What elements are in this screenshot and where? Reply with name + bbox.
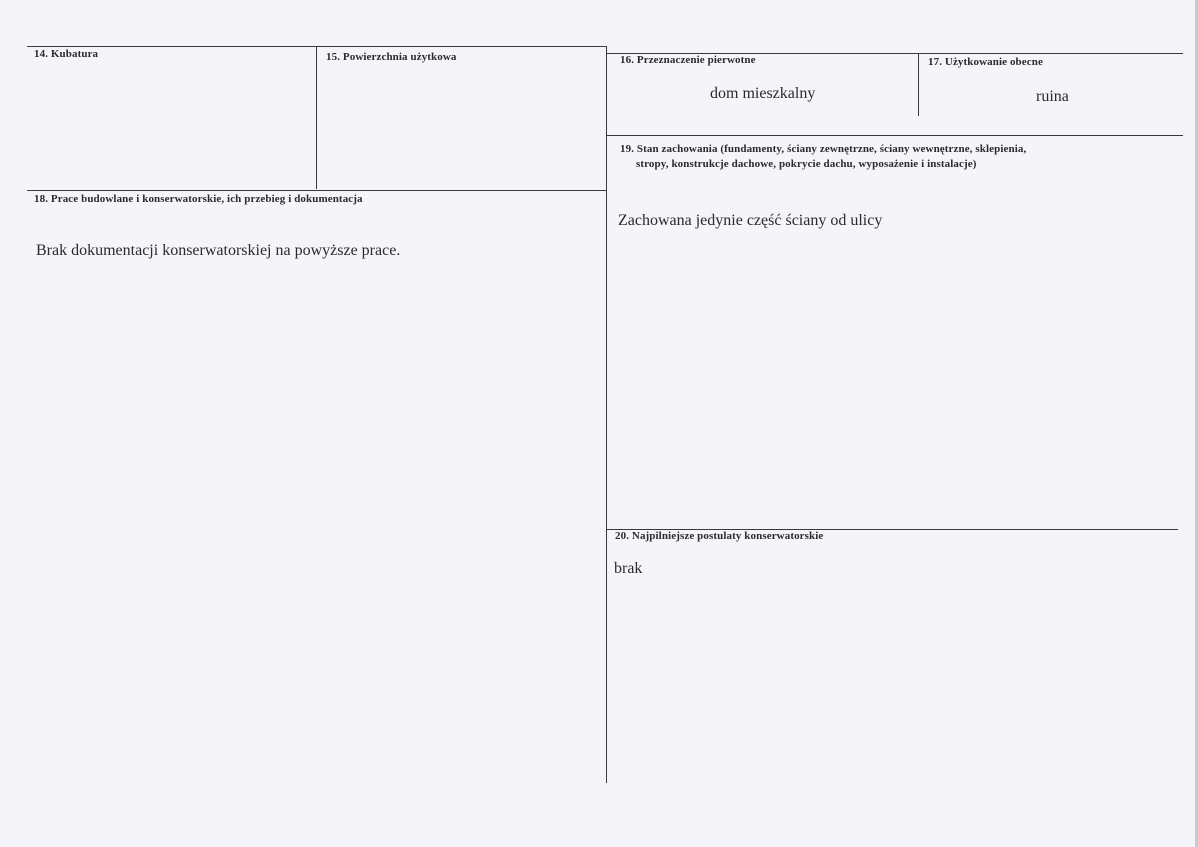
field-17-value: ruina bbox=[1036, 88, 1069, 105]
divider-16-17 bbox=[918, 53, 919, 116]
field-16-label: 16. Przeznaczenie pierwotne bbox=[620, 54, 756, 66]
field-15-label: 15. Powierzchnia użytkowa bbox=[326, 51, 457, 63]
field-19-label bbox=[620, 142, 1090, 172]
field-18-label: 18. Prace budowlane i konserwatorskie, ich przebieg i dokumentacja bbox=[34, 193, 363, 205]
field-19-label-line1: 19. Stan zachowania (fundamenty, ściany zewnętrzne, ściany wewnętrzne, sklepienia, bbox=[620, 143, 1027, 155]
rule-above-19 bbox=[607, 135, 1183, 136]
field-18-value: Brak dokumentacji konserwatorskiej na powyższe prace. bbox=[36, 242, 401, 259]
field-14-label: 14. Kubatura bbox=[34, 48, 99, 60]
field-20-label: 20. Najpilniejsze postulaty konserwatorskie bbox=[615, 530, 824, 542]
field-17-label: 17. Użytkowanie obecne bbox=[928, 56, 1043, 68]
field-19-label-line2: stropy, konstrukcje dachowe, pokrycie dachu, wyposażenie i instalacje) bbox=[636, 158, 977, 170]
divider-14-15 bbox=[316, 46, 317, 189]
field-16-value: dom mieszkalny bbox=[710, 85, 816, 102]
field-20-value: brak bbox=[614, 560, 643, 577]
field-19-value: Zachowana jedynie część ściany od ulicy bbox=[618, 212, 883, 229]
main-vertical-divider bbox=[606, 46, 607, 783]
rule-above-18 bbox=[27, 190, 607, 191]
